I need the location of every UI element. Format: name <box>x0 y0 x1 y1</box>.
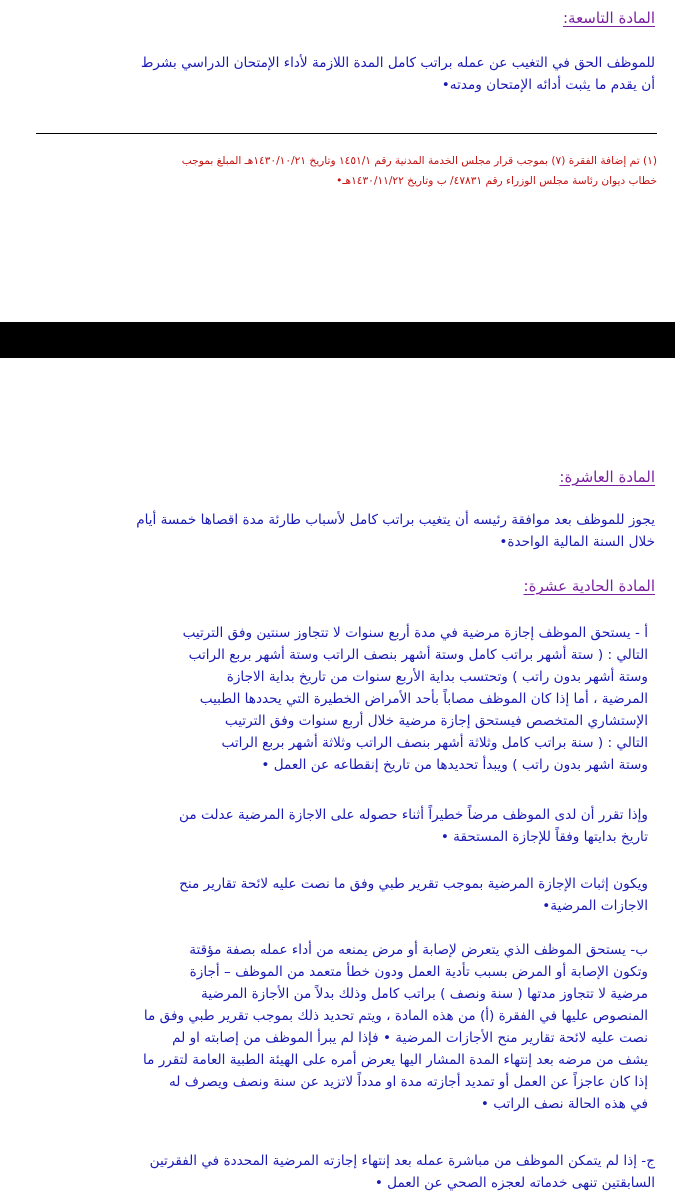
footnote-line: خطاب ديوان رئاسة مجلس الوزراء رقم ٤٧٨٣١/ ب وتاريخ ١٤٣٠/١١/٢٢هـ• <box>336 175 657 187</box>
paragraph-line: وستة أشهر بدون راتب ) وتحتسب بداية الأربع سنوات من تاريخ بداية الاجازة <box>226 669 648 685</box>
article-11-paragraph-a <box>45 622 648 776</box>
paragraph-line: أ - يستحق الموظف إجازة مرضية في مدة أربع سنوات لا تتجاوز سنتين وفق الترتيب <box>182 625 648 641</box>
paragraph-line: للموظف الحق في التغيب عن عمله براتب كامل المدة اللازمة لأداء الإمتحان الدراسي بشرط <box>140 55 655 71</box>
paragraph-line: في هذه الحالة نصف الراتب • <box>480 1096 648 1112</box>
paragraph-line: يجوز للموظف بعد موافقة رئيسه أن يتغيب براتب كامل لأسباب طارئة مدة اقصاها خمسة أيام <box>136 512 655 528</box>
page-separator-band <box>0 322 675 358</box>
article-11-severe-illness-paragraph <box>38 804 648 848</box>
paragraph-line: وستة اشهر بدون راتب ) ويبدأ تحديدها من تاريخ إنقطاعه عن العمل • <box>261 757 648 773</box>
paragraph-line: ج- إذا لم يتمكن الموظف من مباشرة عمله بعد إنتهاء إجازته المرضية المحددة في الفقرتين <box>149 1153 655 1169</box>
article-11-proof-paragraph <box>38 873 648 917</box>
paragraph-line: تاريخ بدايتها وفقاً للإجازة المستحقة • <box>440 829 648 845</box>
paragraph-line: وإذا تقرر أن لدى الموظف مرضاً خطيراً أثناء حصوله على الاجازة المرضية عدلت من <box>179 807 648 823</box>
paragraph-line: الإستشاري المتخصص فيستحق إجازة مرضية خلال أربع سنوات وفق الترتيب <box>224 713 648 729</box>
footnote-separator <box>36 133 657 134</box>
article-11-heading: المادة الحادية عشرة: <box>523 577 655 595</box>
footnote-line: (١) تم إضافة الفقرة (٧) بموجب قرار مجلس الخدمة المدنية رقم ١٤٥١/١ وتاريخ ١٤٣٠/١٠/٢١هـ المبلغ بموجب <box>181 155 657 167</box>
footnote <box>182 151 657 191</box>
paragraph-line: الاجازات المرضية• <box>542 898 648 914</box>
article-11-paragraph-c <box>38 1150 655 1194</box>
article-10-paragraph <box>38 509 655 553</box>
paragraph-line: مرضية لا تتجاوز مدتها ( سنة ونصف ) براتب كامل وذلك بدلاً من الأجازة المرضية <box>201 986 648 1002</box>
paragraph-line: نصت عليه لائحة تقارير منح الأجازات المرضية • فإذا لم يبرأ الموظف من إصابته او لم <box>172 1030 648 1046</box>
paragraph-line: السابقتين تنهى خدماته لعجزه الصحي عن العمل • <box>374 1175 655 1191</box>
paragraph-line: ب- يستحق الموظف الذي يتعرض لإصابة أو مرض يمنعه من أداء عمله بصفة مؤقتة <box>189 942 648 958</box>
document-page-bottom <box>0 358 675 1200</box>
paragraph-line: وتكون الإصابة أو المرض بسبب تأدية العمل ودون خطأ متعمد من الموظف – أجازة <box>189 964 648 980</box>
document-page-top <box>0 0 675 322</box>
paragraph-line: أن يقدم ما يثبت أدائه الإمتحان ومدته• <box>441 77 655 93</box>
article-10-heading: المادة العاشرة: <box>559 468 655 486</box>
paragraph-line: المرضية ، أما إذا كان الموظف مصاباً بأحد الأمراض الخطيرة التي يحددها الطبيب <box>199 691 648 707</box>
paragraph-line: ويكون إثبات الإجازة المرضية بموجب تقرير طبي وفق ما نصت عليه لائحة تقارير منح <box>179 876 648 892</box>
paragraph-line: إذا كان عاجزاً عن العمل أو تمديد أجازته مدة او مدداً لاتزيد عن سنة ونصف ويصرف له <box>168 1074 648 1090</box>
paragraph-line: يشف من مرضه بعد إنتهاء المدة المشار اليها يعرض أمره على الهيئة الطبية العامة لتقرر ما <box>143 1052 648 1068</box>
paragraph-line: خلال السنة المالية الواحدة• <box>499 534 655 550</box>
paragraph-line: المنصوص عليها في الفقرة (أ) من هذه المادة ، ويتم تحديد ذلك بموجب تقرير طبي وفق ما <box>143 1008 648 1024</box>
paragraph-line: التالي : ( ستة أشهر براتب كامل وستة أشهر بنصف الراتب وستة أشهر بربع الراتب <box>188 647 648 663</box>
article-9-paragraph <box>38 52 655 96</box>
article-9-heading: المادة التاسعة: <box>562 9 655 27</box>
article-11-paragraph-b <box>38 939 648 1115</box>
paragraph-line: التالي : ( سنة براتب كامل وثلاثة أشهر بنصف الراتب وثلاثة أشهر بربع الراتب <box>221 735 648 751</box>
